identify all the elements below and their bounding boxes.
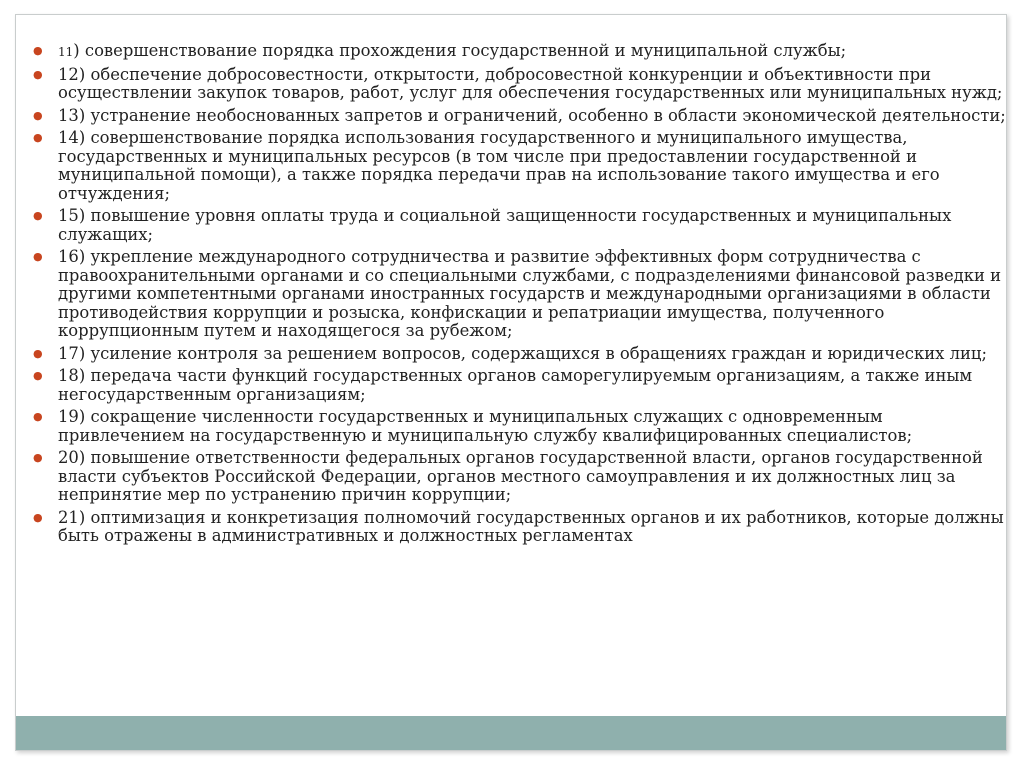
- bullet-dot-icon: ●: [33, 44, 43, 57]
- list-item: [33, 367, 1008, 404]
- item-text: ) совершенствование порядка прохождения государственной и муниципальной службы;: [73, 41, 847, 60]
- item-text: 17) усиление контроля за решением вопросов, содержащихся в обращениях граждан и юридических лиц;: [58, 343, 987, 363]
- list-item: [33, 107, 1008, 126]
- bullet-list: [33, 42, 1008, 546]
- item-text: 13) устранение необоснованных запретов и ограничений, особенно в области экономической деятельности;: [58, 105, 1006, 125]
- bullet-dot-icon: ●: [33, 67, 43, 81]
- item-text: 12) обеспечение добросовестности, открытости, добросовестной конкуренции и объективности при осуществлении закупок товаров, работ, услуг для обеспечения государственных или муниципальных нужд;: [58, 64, 1003, 102]
- list-item: [33, 408, 1008, 445]
- slide-content: [33, 42, 1008, 550]
- bullet-dot-icon: ●: [33, 131, 43, 144]
- item-text: 15) повышение уровня оплаты труда и социальной защищенности государственных и муниципальных служащих;: [58, 206, 952, 244]
- footer-band: [16, 716, 1006, 750]
- list-item: [33, 345, 1008, 364]
- bullet-dot-icon: ●: [33, 369, 43, 382]
- list-item: [33, 207, 1008, 244]
- bullet-dot-icon: ●: [33, 410, 43, 423]
- item-text: 21) оптимизация и конкретизация полномочий государственных органов и их работников, которые должны быть отражены в административных и должностных регламентах: [58, 507, 1004, 545]
- list-item: [33, 66, 1008, 103]
- list-item: [33, 509, 1008, 546]
- item-text: 14) совершенствование порядка использования государственного и муниципального имущества, государственных и муниципальных ресурсов (в том числе при предоставлении государственной и муниципальной помощи), а также порядка передачи прав на использование такого имущества и его отчуждения;: [58, 128, 940, 203]
- list-item: [33, 129, 1008, 203]
- bullet-dot-icon: ●: [33, 451, 43, 464]
- bullet-dot-icon: ●: [33, 250, 43, 263]
- bullet-dot-icon: ●: [33, 346, 43, 360]
- list-item: [33, 42, 1008, 62]
- list-item: [33, 449, 1008, 505]
- item-number: 11: [58, 45, 74, 59]
- bullet-dot-icon: ●: [33, 209, 43, 222]
- item-text: 19) сокращение численности государственных и муниципальных служащих с одновременным привлечением на государственную и муниципальную службу квалифицированных специалистов;: [58, 407, 913, 445]
- item-text: 16) укрепление международного сотрудничества и развитие эффективных форм сотрудничества с правоохранительными органами и со специальными службами, с подразделениями финансовой разведки и другими компетентными органами иностранных государств и международными организациями в области противодействия коррупции и розыска, конфискации и репатриации имущества, полученного коррупционным путем и находящегося за рубежом;: [58, 247, 1002, 340]
- list-item: [33, 248, 1008, 341]
- item-text: 20) повышение ответственности федеральных органов государственной власти, органов государственной власти субъектов Российской Федерации, органов местного самоуправления и их должностных лиц за непринятие мер по устранению причин коррупции;: [58, 448, 983, 504]
- item-text: 18) передача части функций государственных органов саморегулируемым организациям, а также иным негосударственным организациям;: [58, 366, 973, 404]
- bullet-dot-icon: ●: [33, 108, 43, 122]
- bullet-dot-icon: ●: [33, 510, 43, 524]
